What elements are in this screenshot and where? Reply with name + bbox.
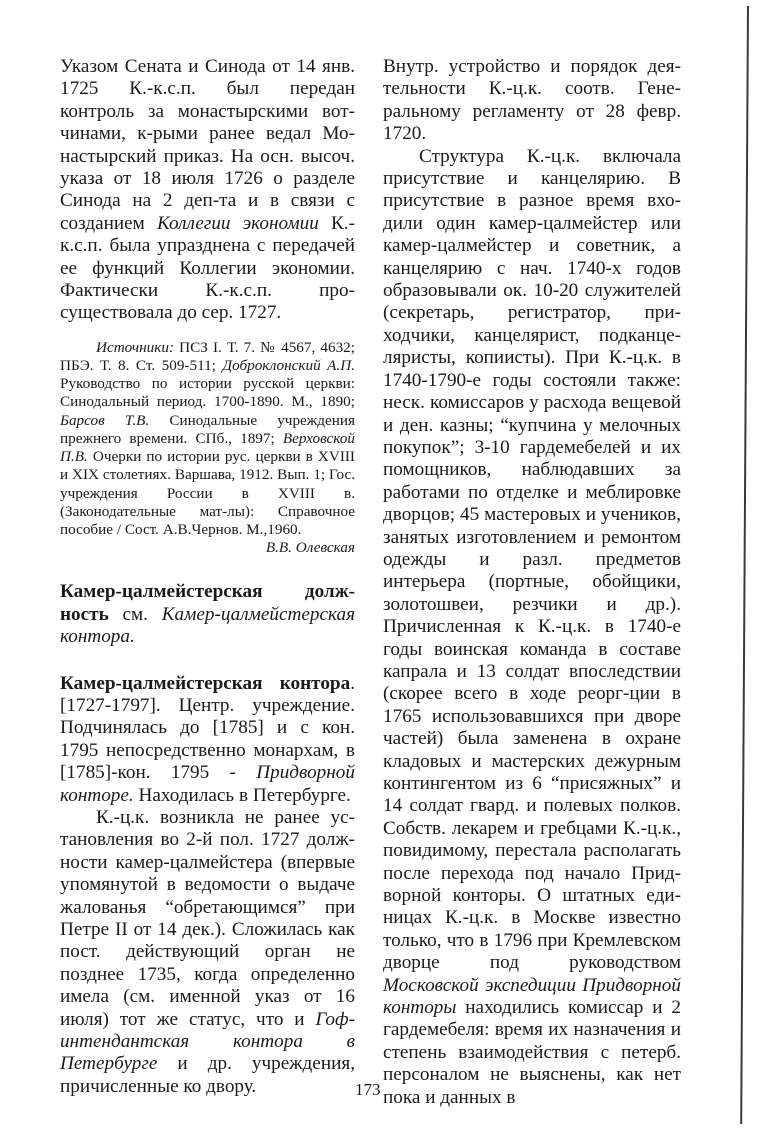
- left-column: [60, 56, 355, 1098]
- text-run: ПСЗ I. Т. 7. № 4567, 4632; ПБЭ. Т. 8. Ст. 509-511;: [60, 338, 355, 375]
- article-author: В.В. Олевская: [265, 539, 355, 557]
- text-run: Синодальные учреждения прежнего времени. СПб., 1897;: [60, 411, 355, 447]
- page-edge-line: [740, 6, 749, 1124]
- text-run: . [1727-1797]. Центр. учреждение. Подчинялась до [1785] и с кон. 1795 непосредственно монархам, в [1785]-кон. 1795 -: [60, 672, 355, 784]
- cross-reference: Придворной конторе.: [60, 762, 355, 806]
- page-number: 173: [355, 1080, 381, 1099]
- intro-paragraph: [60, 56, 355, 325]
- see-label: см.: [108, 603, 162, 625]
- text-run: и др. учреждения, причисленные ко двору.: [60, 1053, 355, 1097]
- body-paragraph: Внутр. устройство и порядок деятельности К.-ц.к. соотв. Генеральному регламенту от 28 февр. 1720.: [383, 56, 681, 145]
- cross-reference: Московской экспедиции Придворной конторы: [383, 974, 681, 1019]
- text-run: Руководство по истории русской церкви: Синодальный период. 1700-1890. М., 1890;: [60, 375, 355, 411]
- body-paragraph: [383, 146, 681, 1109]
- entry-headword: Камер-цалмейстерская должность: [60, 581, 355, 625]
- source-author: Верховской П.В.: [60, 429, 355, 466]
- sources-block: [60, 339, 355, 539]
- text-run: К.-к.с.п. была упразднена с передачей ее функций Коллегии экономии. Фактически К.-к.с.п. просуществовала до сер. 1727.: [60, 212, 355, 324]
- cross-reference: Гоф-интендантская контора в Петербурге: [60, 1008, 355, 1075]
- text-run: Структура К.-ц.к. включала присутствие и канцелярию. В присутствие в разное время входили один камер-цалмейстер или камер-цалмейстер и советник, а канцелярию с нач. 1740-х годов образовывали ок. 10-20 служителей (секретарь, регистратор, приходчики, канцелярист, подканцеляристы, копиисты). При К.-ц.к. в 1740-1790-е годы состояли также: неск. комиссаров у расхода вещевой и ден. казны; “купчина у мелочных покупок”; 3-10 гардемебелей и их помощников, наблюдавших за работами по отделке и меблировке дворцов; 45 мастеровых и учеников, занятых изготовлением и ремонтом одежды и разл. предметов интерьера (портные, обойщики, золотошвеи, резчики и др.). Причисленная к К.-ц.к. в 1740-е годы воинская команда в составе капрала и 13 солдат впоследствии (скорее всего в ходе реорг-ции в 1765 использовавшихся при дворе частей) была заменена в охране кладовых и мастерских дежурным контингентом из 6 “присяжных” и 14 солдат гвард. и полевых полков. Собств. лекарем и гребцами К.-ц.к., повидимому, перестала располагать после перехода под начало Придворной конторы. О штатных единицах К.-ц.к. в Москве известно только, что в 1796 при Кремлевском дворце под руководством: [383, 145, 681, 974]
- entry-headword: Камер-цалмейстерская контора: [60, 672, 351, 694]
- entry-kontora: [60, 673, 355, 807]
- cross-reference: Камер-цалмейстерская контора.: [60, 603, 355, 648]
- cross-reference: Коллегии экономии: [157, 212, 319, 234]
- text-run: К.-ц.к. возникла не ранее установления во 2-й пол. 1727 должности камер-цалмейстера (впервые упомянутой в ведомости о выдаче жалованья “обретающимся” при Петре II от 14 дек.). Сложилась как пост. действующий орган не позднее 1735, когда определенно имела (см. именной указ от 16 июля) тот же статус, что и: [60, 806, 355, 1030]
- source-author: Доброклонский А.П.: [222, 357, 355, 375]
- entry-dolzhnost: [60, 581, 355, 648]
- text-run: Указом Сената и Синода от 14 янв. 1725 К.-к.с.п. был передан контроль за монастырскими вотчинами, к-рыми ранее ведал Монастырский приказ. На осн. высоч. указа от 18 июля 1726 о разделе Синода на 2 деп-та и в связи с созданием: [60, 56, 355, 234]
- source-author: Барсов Т.В.: [60, 411, 150, 429]
- sources-label: Источники:: [96, 338, 175, 356]
- text-run: Очерки по истории рус. церкви в XVIII и XIX столетиях. Варшава, 1912. Вып. 1; Гос. учреждения России в XVIII в. (Законодательные мат-лы): Справочное пособие / Сост. А.В.Чернов. М.,1960.: [60, 448, 355, 538]
- text-run: находились комиссар и 2 гардемебеля: время их назначения и степень взаимодействия с петерб. персоналом не выяснены, как нет пока и данных в: [383, 997, 681, 1108]
- right-column: [383, 56, 681, 1109]
- text-run: Находилась в Петербурге.: [133, 784, 351, 806]
- body-paragraph: [60, 807, 355, 1098]
